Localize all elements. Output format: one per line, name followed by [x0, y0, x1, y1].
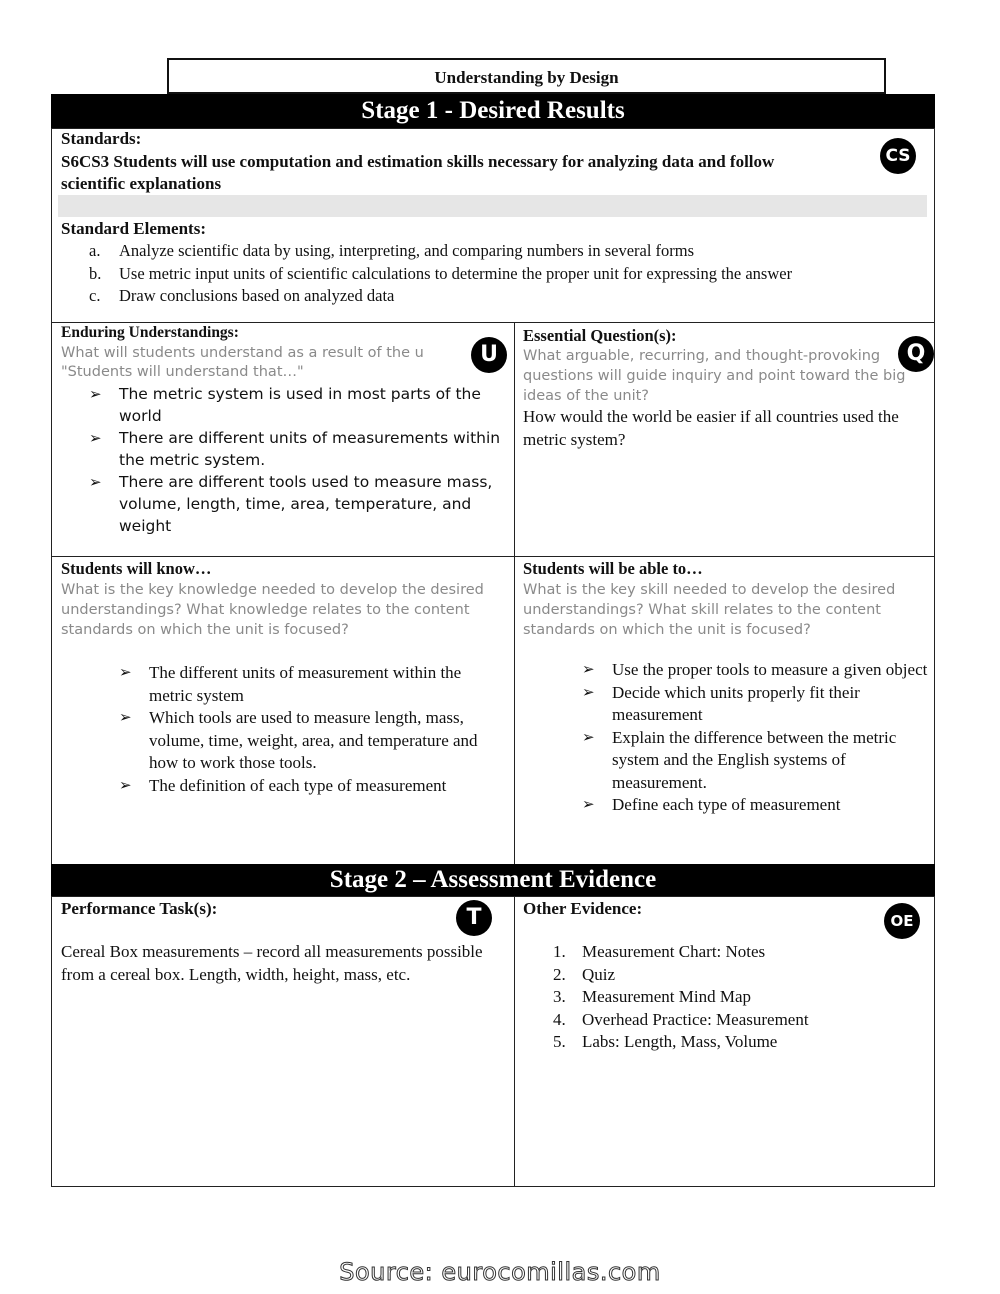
list-item: ➢ Explain the difference between the metric system and the English systems of measurement.: [582, 727, 930, 795]
oe-badge-icon: OE: [884, 903, 920, 939]
list-item: ➢ The different units of measurement within the metric system: [119, 662, 504, 707]
list-item: ➢ The metric system is used in most parts of the world: [89, 383, 509, 427]
list-item: 5. Labs: Length, Mass, Volume: [553, 1032, 778, 1051]
cs-badge-icon: CS: [880, 138, 916, 174]
list-item: ➢ Define each type of measurement: [582, 794, 930, 817]
list-item: a. Analyze scientific data by using, interpreting, and comparing numbers in several forms: [89, 241, 695, 260]
stage1-heading: Stage 1 - Desired Results: [51, 94, 935, 128]
standard-text-continued: scientific explanations: [61, 174, 222, 193]
standard-elements-list: [89, 240, 929, 308]
list-item: ➢ The definition of each type of measurement: [119, 775, 504, 798]
list-item: ➢ There are different tools used to measure mass, volume, length, time, area, temperature, and weight: [89, 471, 509, 537]
essential-question: How would the world be easier if all countries used the metric system?: [523, 407, 899, 449]
list-item: ➢ Which tools are used to measure length, mass, volume, time, weight, area, and temperature and how to work those tools.: [119, 707, 504, 775]
divider: [514, 896, 515, 1187]
list-item: 2. Quiz: [553, 964, 616, 984]
essential-questions-label: Essential Question(s):: [523, 326, 677, 345]
enduring-prompt-continued: "Students will understand that…": [61, 364, 304, 380]
enduring-understandings-label: Enduring Understandings:: [61, 324, 239, 341]
performance-task-label: Performance Task(s):: [61, 899, 218, 918]
know-prompt: What is the key knowledge needed to develop the desired understandings? What knowledge relates to the content standards on which the unit is focused?: [61, 582, 484, 638]
t-badge-icon: T: [456, 900, 492, 936]
list-item: ➢ There are different units of measurements within the metric system.: [89, 427, 509, 471]
essential-prompt: What arguable, recurring, and thought-provoking questions will guide inquiry and point toward the big ideas of the unit?: [523, 348, 906, 404]
standards-label: Standards:: [61, 129, 142, 148]
source-watermark: Source: eurocomillas.com: [339, 1258, 661, 1286]
list-item: c. Draw conclusions based on analyzed data: [89, 286, 395, 305]
stage2-heading: Stage 2 – Assessment Evidence: [51, 864, 935, 896]
standard-text: S6CS3 Students will use computation and estimation skills necessary for analyzing data and follow: [61, 152, 775, 171]
students-know-label: Students will know…: [61, 559, 212, 578]
able-list: [582, 659, 930, 817]
able-prompt: What is the key skill needed to develop the desired understandings? What skill relates to the content standards on which the unit is focused?: [523, 582, 896, 638]
shaded-row: [58, 195, 927, 217]
students-able-label: Students will be able to…: [523, 559, 703, 578]
divider: [514, 322, 515, 865]
list-item: 1. Measurement Chart: Notes: [553, 942, 766, 961]
standard-elements-label: Standard Elements:: [61, 219, 206, 238]
u-badge-icon: U: [471, 337, 507, 373]
other-evidence-label: Other Evidence:: [523, 899, 643, 918]
performance-task-text: Cereal Box measurements – record all measurements possible from a cereal box. Length, width, height, mass, etc.: [61, 942, 483, 984]
list-item: 3. Measurement Mind Map: [553, 987, 752, 1006]
know-list: [119, 662, 504, 797]
list-item: b. Use metric input units of scientific calculations to determine the proper unit for expressing the answer: [89, 263, 793, 283]
q-badge-icon: Q: [898, 336, 934, 372]
enduring-prompt: What will students understand as a result of the u: [61, 345, 424, 361]
divider: [51, 556, 935, 557]
list-item: ➢ Use the proper tools to measure a given object: [582, 659, 930, 682]
list-item: ➢ Decide which units properly fit their measurement: [582, 682, 930, 727]
list-item: 4. Overhead Practice: Measurement: [553, 1009, 809, 1029]
document-title: Understanding by Design: [167, 58, 886, 94]
other-evidence-list: [553, 941, 923, 1054]
enduring-list: [89, 383, 509, 537]
